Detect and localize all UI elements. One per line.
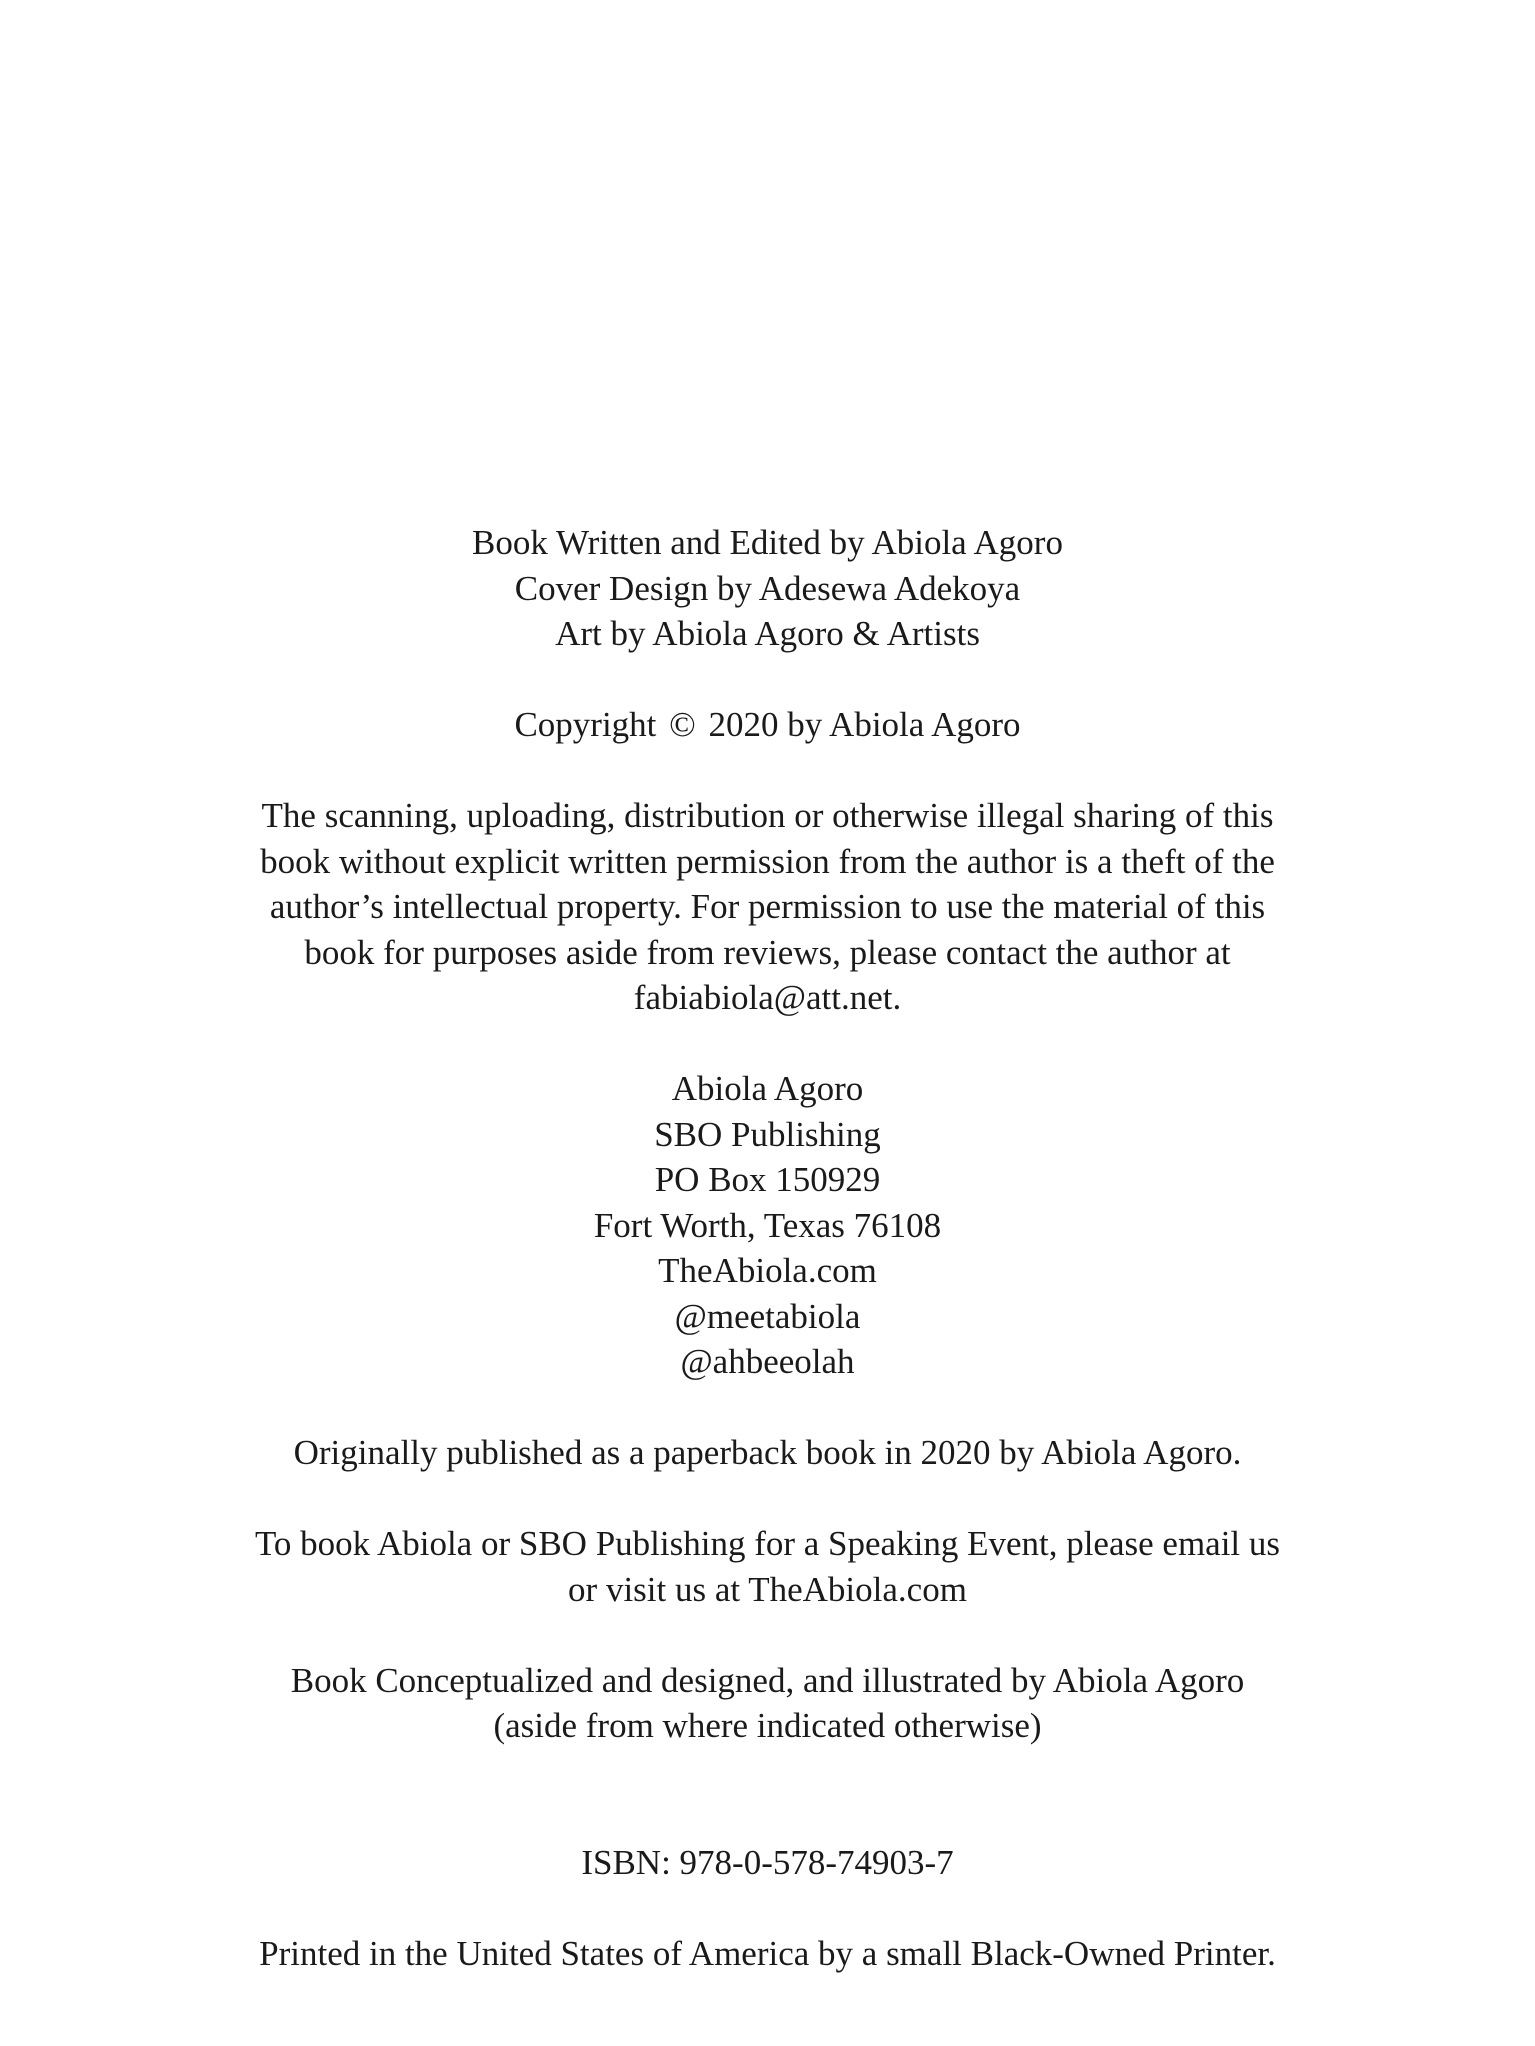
credits-block — [180, 520, 1355, 657]
spacer — [180, 657, 1355, 703]
notice-line: book without explicit written permission from the author is a theft of the — [260, 841, 1275, 881]
speaking-block — [180, 1521, 1355, 1612]
copyright-line — [180, 702, 1355, 748]
contact-website: TheAbiola.com — [658, 1251, 877, 1290]
notice-email: fabiabiola@att.net. — [633, 978, 902, 1017]
contact-publisher: SBO Publishing — [654, 1114, 881, 1154]
notice-line: The scanning, uploading, distribution or otherwise illegal sharing of this — [261, 796, 1274, 835]
concept-line: Book Conceptualized and designed, and illustrated by Abiola Agoro — [290, 1660, 1245, 1700]
spacer — [180, 748, 1355, 794]
contact-handle: @ahbeeolah — [680, 1342, 855, 1381]
credit-cover-design: Cover Design by Adesewa Adekoya — [514, 568, 1021, 608]
spacer — [180, 1612, 1355, 1658]
concept-line: (aside from where indicated otherwise) — [493, 1706, 1042, 1745]
spacer — [180, 1476, 1355, 1522]
copyright-icon: © — [669, 705, 696, 744]
notice-line: author’s intellectual property. For permission to use the material of this — [269, 887, 1266, 926]
spacer — [180, 1385, 1355, 1431]
contact-city: Fort Worth, Texas 76108 — [593, 1205, 942, 1245]
contact-name: Abiola Agoro — [671, 1069, 864, 1108]
credit-written-by: Book Written and Edited by Abiola Agoro — [472, 523, 1063, 562]
concept-block — [180, 1658, 1355, 1749]
notice-block — [180, 793, 1355, 1021]
contact-po-box: PO Box 150929 — [654, 1160, 881, 1199]
spacer — [180, 1021, 1355, 1067]
contact-handle: @meetabiola — [674, 1296, 861, 1336]
isbn: ISBN: 978-0-578-74903-7 — [581, 1842, 954, 1882]
printed-statement: Printed in the United States of America by a small Black-Owned Printer. — [259, 1933, 1276, 1973]
copyright-prefix: Copyright — [514, 705, 657, 744]
copyright-suffix: 2020 by Abiola Agoro — [708, 705, 1021, 744]
spacer — [180, 1885, 1355, 1931]
notice-line: book for purposes aside from reviews, please contact the author at — [304, 932, 1231, 972]
contact-block — [180, 1066, 1355, 1385]
page-content — [180, 520, 1355, 1976]
speaking-line: To book Abiola or SBO Publishing for a Speaking Event, please email us — [254, 1524, 1281, 1563]
spacer — [180, 1749, 1355, 1840]
credit-art-by: Art by Abiola Agoro & Artists — [555, 614, 980, 653]
speaking-line: or visit us at TheAbiola.com — [568, 1569, 967, 1609]
original-publication: Originally published as a paperback book in 2020 by Abiola Agoro. — [293, 1433, 1242, 1472]
